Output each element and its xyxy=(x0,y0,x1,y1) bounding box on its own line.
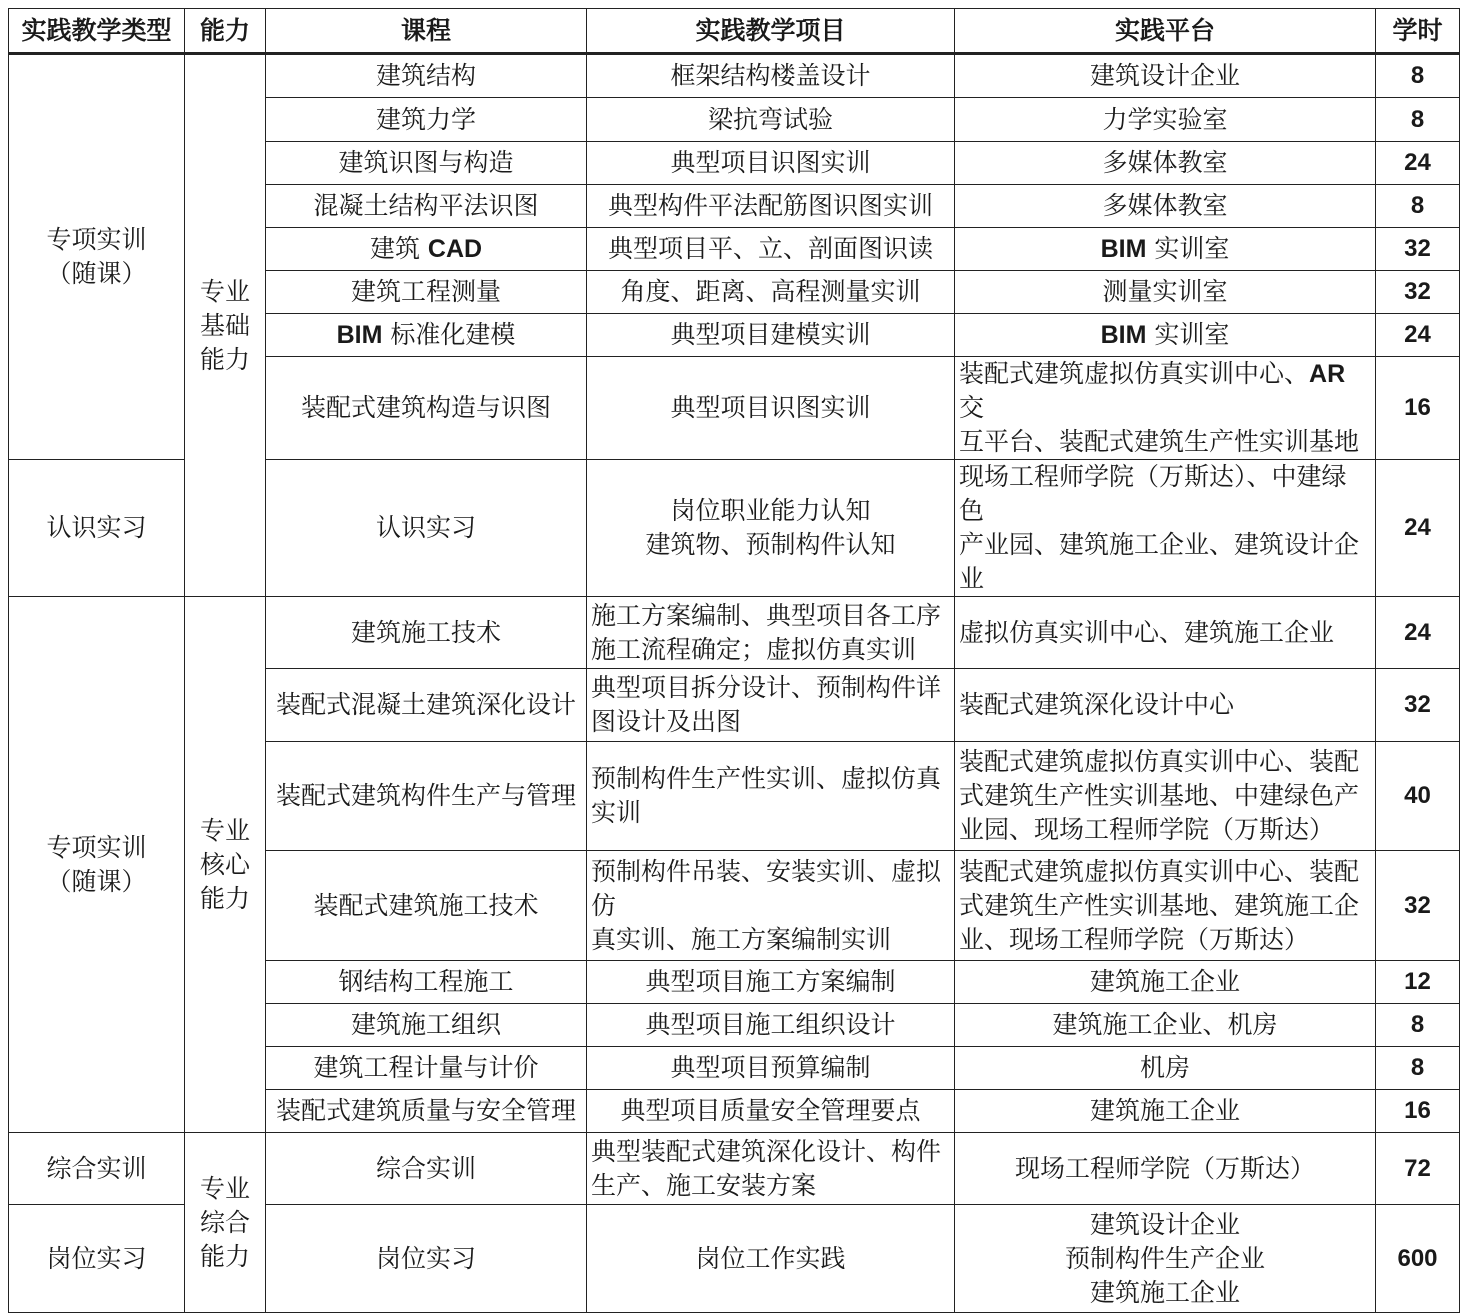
ability-cell: 专业 基础 能力 xyxy=(185,54,266,597)
hours-cell: 8 xyxy=(1376,1047,1460,1090)
project-cell: 施工方案编制、典型项目各工序 施工流程确定；虚拟仿真实训 xyxy=(587,597,955,669)
course-text-latin: BIM xyxy=(336,321,383,349)
platform-text: 实训室 xyxy=(1146,234,1230,263)
project-cell: 典型项目建模实训 xyxy=(587,314,955,357)
hours-cell: 24 xyxy=(1376,597,1460,669)
course-cell: 装配式建筑构造与识图 xyxy=(266,357,587,460)
course-cell: 装配式混凝土建筑深化设计 xyxy=(266,669,587,742)
platform-text: 装配式建筑虚拟仿真实训中心、 xyxy=(959,359,1310,388)
header-ability: 能力 xyxy=(185,9,266,54)
hours-cell: 8 xyxy=(1376,98,1460,142)
platform-cell xyxy=(955,228,1376,271)
hours-cell: 32 xyxy=(1376,271,1460,314)
header-platform: 实践平台 xyxy=(955,9,1376,54)
course-cell: 建筑力学 xyxy=(266,98,587,142)
project-cell: 典型项目拆分设计、预制构件详 图设计及出图 xyxy=(587,669,955,742)
practice-type-cell: 岗位实习 xyxy=(9,1205,185,1313)
hours-cell: 24 xyxy=(1376,142,1460,185)
platform-text: 实训室 xyxy=(1146,320,1230,349)
table-row xyxy=(9,54,1460,98)
project-cell: 预制构件吊装、安装实训、虚拟仿 真实训、施工方案编制实训 xyxy=(587,851,955,961)
course-cell: 建筑结构 xyxy=(266,54,587,98)
hours-cell: 8 xyxy=(1376,185,1460,228)
project-cell: 角度、距离、高程测量实训 xyxy=(587,271,955,314)
platform-cell: 现场工程师学院（万斯达）、中建绿色 产业园、建筑施工企业、建筑设计企业 xyxy=(955,460,1376,597)
project-cell: 典型构件平法配筋图识图实训 xyxy=(587,185,955,228)
header-type: 实践教学类型 xyxy=(9,9,185,54)
platform-text-latin: AR xyxy=(1309,360,1346,388)
header-course: 课程 xyxy=(266,9,587,54)
project-cell: 梁抗弯试验 xyxy=(587,98,955,142)
course-cell: 建筑工程计量与计价 xyxy=(266,1047,587,1090)
project-cell: 典型项目施工方案编制 xyxy=(587,961,955,1004)
ability-cell: 专业 综合 能力 xyxy=(185,1133,266,1313)
header-project: 实践教学项目 xyxy=(587,9,955,54)
platform-cell xyxy=(955,314,1376,357)
hours-cell: 72 xyxy=(1376,1133,1460,1205)
platform-cell: 装配式建筑虚拟仿真实训中心、装配 式建筑生产性实训基地、建筑施工企 业、现场工程师学院（万斯达） xyxy=(955,851,1376,961)
ability-cell: 专业 核心 能力 xyxy=(185,597,266,1133)
course-cell: 建筑施工技术 xyxy=(266,597,587,669)
platform-cell: 多媒体教室 xyxy=(955,142,1376,185)
hours-cell: 32 xyxy=(1376,669,1460,742)
project-cell: 典型项目施工组织设计 xyxy=(587,1004,955,1047)
project-cell: 岗位职业能力认知 建筑物、预制构件认知 xyxy=(587,460,955,597)
platform-text: 交 互平台、装配式建筑生产性实训基地 xyxy=(959,393,1360,456)
project-cell: 典型项目质量安全管理要点 xyxy=(587,1090,955,1133)
platform-cell: 建筑施工企业、机房 xyxy=(955,1004,1376,1047)
platform-cell: 现场工程师学院（万斯达） xyxy=(955,1133,1376,1205)
platform-text-latin: BIM xyxy=(1100,321,1147,349)
header-hours: 学时 xyxy=(1376,9,1460,54)
platform-cell: 力学实验室 xyxy=(955,98,1376,142)
platform-cell: 建筑设计企业 xyxy=(955,54,1376,98)
platform-cell xyxy=(955,357,1376,460)
project-cell: 预制构件生产性实训、虚拟仿真 实训 xyxy=(587,742,955,851)
project-cell: 典型项目识图实训 xyxy=(587,142,955,185)
hours-cell: 24 xyxy=(1376,314,1460,357)
hours-cell: 40 xyxy=(1376,742,1460,851)
course-cell: 混凝土结构平法识图 xyxy=(266,185,587,228)
course-cell: 岗位实习 xyxy=(266,1205,587,1313)
practice-type-cell: 专项实训 （随课） xyxy=(9,597,185,1133)
course-cell: 建筑施工组织 xyxy=(266,1004,587,1047)
platform-cell: 测量实训室 xyxy=(955,271,1376,314)
hours-cell: 16 xyxy=(1376,357,1460,460)
platform-cell: 建筑施工企业 xyxy=(955,961,1376,1004)
project-cell: 岗位工作实践 xyxy=(587,1205,955,1313)
course-text: 标准化建模 xyxy=(382,320,516,349)
course-cell: 建筑识图与构造 xyxy=(266,142,587,185)
header-row xyxy=(9,9,1460,54)
hours-cell: 32 xyxy=(1376,851,1460,961)
course-cell: 装配式建筑构件生产与管理 xyxy=(266,742,587,851)
course-cell: 综合实训 xyxy=(266,1133,587,1205)
project-cell: 典型项目识图实训 xyxy=(587,357,955,460)
platform-cell: 建筑施工企业 xyxy=(955,1090,1376,1133)
platform-text-latin: BIM xyxy=(1100,235,1147,263)
course-cell: 装配式建筑质量与安全管理 xyxy=(266,1090,587,1133)
practice-type-cell: 专项实训 （随课） xyxy=(9,54,185,460)
course-text: 建筑 xyxy=(369,234,428,263)
practice-type-cell: 认识实习 xyxy=(9,460,185,597)
platform-cell: 装配式建筑虚拟仿真实训中心、装配 式建筑生产性实训基地、中建绿色产 业园、现场工程师学院（万斯达） xyxy=(955,742,1376,851)
project-cell: 典型项目预算编制 xyxy=(587,1047,955,1090)
hours-cell: 24 xyxy=(1376,460,1460,597)
course-cell xyxy=(266,228,587,271)
hours-cell: 16 xyxy=(1376,1090,1460,1133)
table-row xyxy=(9,1133,1460,1205)
course-cell: 认识实习 xyxy=(266,460,587,597)
hours-cell: 32 xyxy=(1376,228,1460,271)
project-cell: 典型装配式建筑深化设计、构件 生产、施工安装方案 xyxy=(587,1133,955,1205)
platform-cell: 虚拟仿真实训中心、建筑施工企业 xyxy=(955,597,1376,669)
course-text-latin: CAD xyxy=(427,235,483,263)
course-cell: 钢结构工程施工 xyxy=(266,961,587,1004)
hours-cell: 8 xyxy=(1376,1004,1460,1047)
platform-cell: 多媒体教室 xyxy=(955,185,1376,228)
table-row xyxy=(9,597,1460,669)
practice-type-cell: 综合实训 xyxy=(9,1133,185,1205)
course-cell xyxy=(266,314,587,357)
practice-teaching-table xyxy=(8,8,1460,1313)
course-cell: 装配式建筑施工技术 xyxy=(266,851,587,961)
platform-cell: 装配式建筑深化设计中心 xyxy=(955,669,1376,742)
hours-cell: 12 xyxy=(1376,961,1460,1004)
project-cell: 典型项目平、立、剖面图识读 xyxy=(587,228,955,271)
platform-cell: 建筑设计企业 预制构件生产企业 建筑施工企业 xyxy=(955,1205,1376,1313)
course-cell: 建筑工程测量 xyxy=(266,271,587,314)
hours-cell: 8 xyxy=(1376,54,1460,98)
hours-cell: 600 xyxy=(1376,1205,1460,1313)
project-cell: 框架结构楼盖设计 xyxy=(587,54,955,98)
platform-cell: 机房 xyxy=(955,1047,1376,1090)
